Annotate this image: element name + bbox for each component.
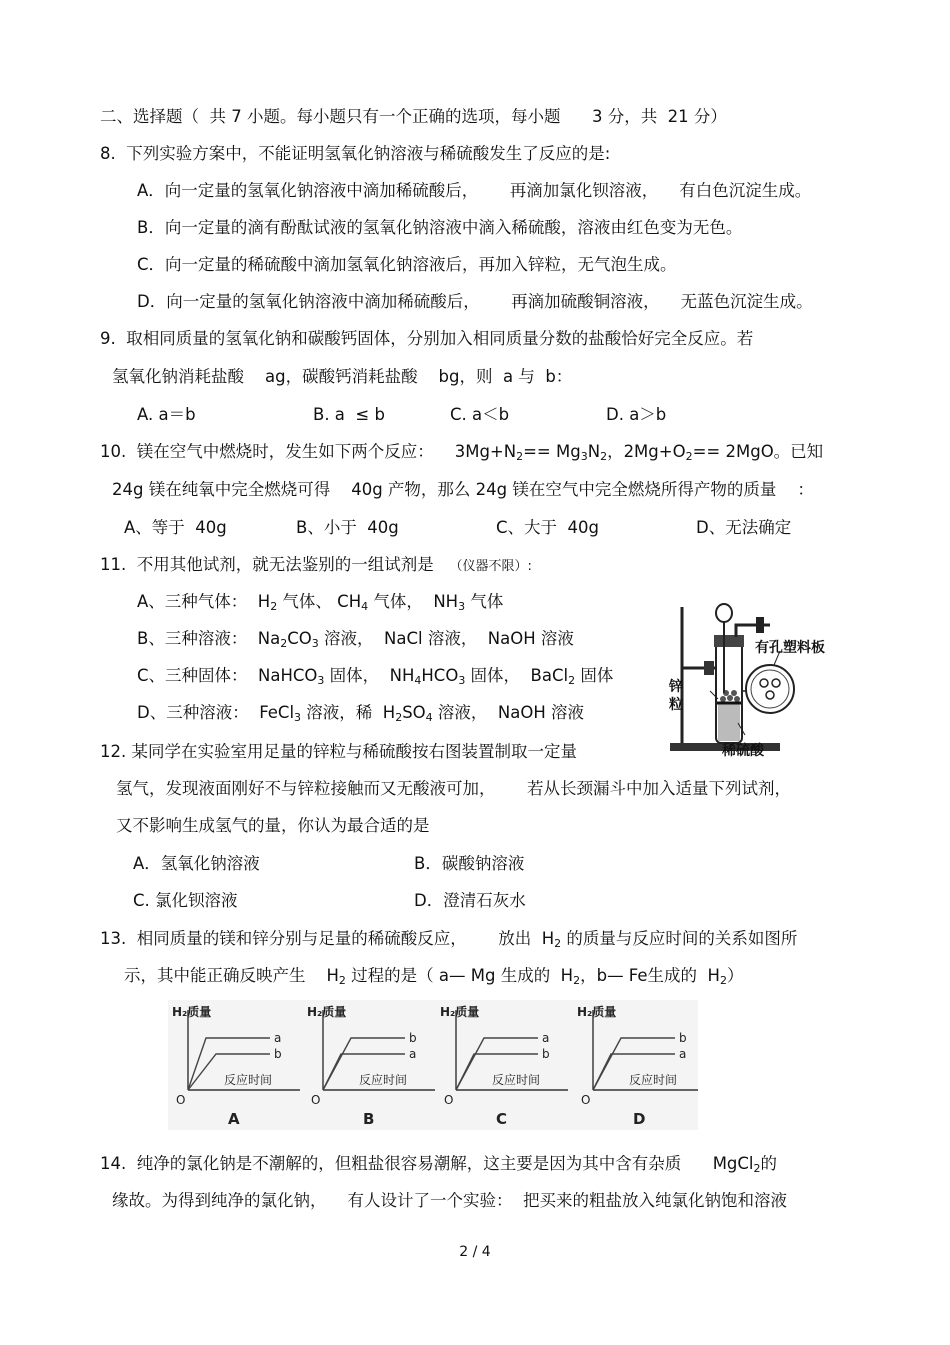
q12-option-d: D．澄清石灰水 (414, 891, 526, 910)
graph-c (440, 1004, 568, 1128)
graph-b (307, 1004, 435, 1128)
q10-stem-line1 (100, 441, 823, 468)
subscript: 2 (685, 450, 693, 463)
acid-label: 稀硫酸 (722, 743, 764, 759)
q13-text: 的质量与反应时间的关系如图所 (561, 929, 798, 948)
q11-b-text: 溶液， NaCl 溶液， NaOH 溶液 (318, 629, 574, 648)
origin-label: O (444, 1093, 454, 1107)
q11-c-text: C、三种固体： NaHCO (137, 666, 318, 685)
y-axis-label: H₂质量 (172, 1005, 212, 1019)
x-axis-label: 反应时间 (629, 1073, 678, 1087)
graph-d (577, 1004, 698, 1128)
q11-c-text: 固体 (575, 666, 614, 685)
q10-option-a: A、等于 40g (124, 518, 227, 537)
q11-option-a (137, 591, 503, 618)
perforated-plate-icon (746, 665, 794, 713)
acid-liquid (718, 703, 740, 741)
q12-stem-line1: 12. 某同学在实验室用足量的锌粒与稀硫酸按右图装置制取一定量 (100, 742, 577, 761)
x-axis-label: 反应时间 (359, 1073, 408, 1087)
subscript: 2 (753, 1162, 761, 1175)
q11-d-text: SO (402, 703, 426, 722)
x-axis-label: 反应时间 (492, 1073, 541, 1087)
subscript: 2 (395, 711, 403, 724)
subscript: 3 (458, 600, 466, 613)
series-label-lower: a (409, 1047, 417, 1061)
q11-option-b (137, 628, 574, 655)
x-axis-label: 反应时间 (224, 1073, 273, 1087)
subscript: 2 (280, 637, 288, 650)
q11-option-d (137, 702, 584, 729)
q13-graphs (168, 1000, 698, 1130)
q12-option-c: C. 氯化钡溶液 (133, 891, 238, 910)
origin-label: O (581, 1093, 591, 1107)
plate-label: 有孔塑料板 (755, 640, 825, 656)
q11-stem-text: 11. 不用其他试剂，就无法鉴别的一组试剂是 (100, 555, 434, 574)
subscript: 2 (270, 600, 278, 613)
subscript: 2 (719, 974, 727, 987)
q11-b-text: B、三种溶液： Na (137, 629, 281, 648)
q14-stem-line2: 缘故。为得到纯净的氯化钠， 有人设计了一个实验： 把买来的粗盐放入纯氯化钠饱和溶液 (112, 1191, 787, 1210)
q12-stem-line2: 氢气，发现液面刚好不与锌粒接触而又无酸液可加， 若从长颈漏斗中加入适量下列试剂， (116, 779, 791, 798)
subscript: 2 (338, 974, 346, 987)
subscript: 2 (568, 674, 576, 687)
y-axis-label: H₂质量 (307, 1005, 347, 1019)
y-axis-label: H₂质量 (440, 1005, 480, 1019)
q12-stem-line3: 又不影响生成氢气的量，你认为最合适的是 (116, 816, 430, 835)
q10-reaction1-product: == Mg (523, 442, 581, 461)
q11-c-text: HCO (421, 666, 459, 685)
subscript: 3 (317, 674, 325, 687)
origin-label: O (176, 1093, 186, 1107)
subscript: 4 (425, 711, 433, 724)
q9-option-c: C. a＜b (450, 405, 510, 424)
subscript: 2 (573, 974, 581, 987)
q10-option-c: C、大于 40g (496, 518, 599, 537)
series-label-lower: b (542, 1047, 550, 1061)
q13-stem-line2 (124, 965, 743, 992)
subscript: 4 (361, 600, 369, 613)
q8-option-a: A．向一定量的氢氧化钠溶液中滴加稀硫酸后， 再滴加氯化钡溶液， 有白色沉淀生成。 (137, 181, 812, 200)
q8-option-c: C．向一定量的稀硫酸中滴加氢氧化钠溶液后，再加入锌粒，无气泡生成。 (137, 255, 677, 274)
q11-b-text: CO (287, 629, 312, 648)
q10-stem-line2: 24g 镁在纯氧中完全燃烧可得 40g 产物，那么 24g 镁在空气中完全燃烧所得产物的质量 ： (112, 480, 814, 499)
q11-a-text: 气体， NH (368, 592, 459, 611)
subscript: 4 (414, 674, 422, 687)
zinc-label-1: 锌 (669, 679, 683, 695)
graph-letter: A (228, 1110, 240, 1128)
series-label-upper: a (542, 1031, 550, 1045)
q13-text: 过程的是（ a— Mg 生成的 H (345, 966, 574, 985)
q8-option-d: D．向一定量的氢氧化钠溶液中滴加稀硫酸后， 再滴加硫酸铜溶液， 无蓝色沉淀生成。 (137, 292, 813, 311)
subscript: 3 (580, 450, 588, 463)
q13-text: 示，其中能正确反映产生 H (124, 966, 339, 985)
q10-option-d: D、无法确定 (696, 518, 792, 537)
q11-a-text: 气体、 CH (277, 592, 362, 611)
clamp (704, 661, 714, 675)
series-label-upper: b (679, 1031, 687, 1045)
graph-letter: B (363, 1110, 375, 1128)
page-number: 2 / 4 (459, 1244, 491, 1260)
q8-option-b: B．向一定量的滴有酚酞试液的氢氧化钠溶液中滴入稀硫酸，溶液由红色变为无色。 (137, 218, 743, 237)
subscript: 3 (311, 637, 319, 650)
stopper (714, 635, 744, 647)
q14-text: 14. 纯净的氯化钠是不潮解的，但粗盐很容易潮解，这主要是因为其中含有杂质 MgCl (100, 1154, 754, 1173)
funnel-icon (716, 604, 732, 622)
q11-d-text: D、三种溶液： FeCl (137, 703, 295, 722)
q9-stem-line2: 氢氧化钠消耗盐酸 ag，碳酸钙消耗盐酸 bg，则 a 与 b： (112, 367, 573, 386)
q14-text: 的 (760, 1154, 778, 1173)
subscript: 3 (458, 674, 466, 687)
q11-a-text: 气体 (465, 592, 504, 611)
q14-stem-line1 (100, 1153, 777, 1180)
q10-reaction1-n: N (587, 442, 601, 461)
q9-option-d: D. a＞b (606, 405, 667, 424)
q11-c-text: 固体， NH (324, 666, 415, 685)
q13-graphs-svg (168, 1000, 698, 1130)
origin-label: O (311, 1093, 321, 1107)
q11-d-text: 溶液，稀 H (301, 703, 396, 722)
q11-d-text: 溶液， NaOH 溶液 (432, 703, 584, 722)
q12-option-a: A．氢氧化钠溶液 (133, 854, 260, 873)
q10-reaction2: ，2Mg+O (607, 442, 686, 461)
section-header: 二、选择题（ 共 7 小题。每小题只有一个正确的选项，每小题 3 分，共 21 分） (100, 107, 727, 126)
subscript: 2 (600, 450, 608, 463)
zinc-label-2: 粒 (669, 697, 683, 713)
q10-reaction2-product: == 2MgO。已知 (692, 442, 824, 461)
graph-letter: D (633, 1110, 646, 1128)
subscript: 2 (516, 450, 524, 463)
q13-text: ） (726, 966, 744, 985)
q11-a-text: A、三种气体： H (137, 592, 271, 611)
q11-stem (100, 554, 532, 578)
subscript: 2 (554, 937, 562, 950)
q8-stem: 8. 下列实验方案中，不能证明氢氧化钠溶液与稀硫酸发生了反应的是: (100, 144, 611, 163)
apparatus-figure (660, 603, 850, 763)
q10-option-b: B、小于 40g (296, 518, 399, 537)
q10-reaction1: 3Mg+N (454, 442, 517, 461)
series-label-lower: b (274, 1047, 282, 1061)
q11-stem-note: （仪器不限）: (449, 559, 532, 574)
q13-stem-line1 (100, 928, 797, 955)
q13-text: 13. 相同质量的镁和锌分别与足量的稀硫酸反应， 放出 H (100, 929, 555, 948)
q13-text: ，b— Fe生成的 H (580, 966, 720, 985)
q9-option-b: B. a ≤ b (313, 405, 385, 424)
q9-stem-line1: 9. 取相同质量的氢氧化钠和碳酸钙固体，分别加入相同质量分数的盐酸恰好完全反应。若 (100, 329, 754, 348)
q10-stem-text: 10. 镁在空气中燃烧时，发生如下两个反应： (100, 442, 434, 461)
series-label-lower: a (679, 1047, 687, 1061)
q11-option-c (137, 665, 613, 692)
subscript: 3 (294, 711, 302, 724)
series-label-upper: b (409, 1031, 417, 1045)
q9-option-a: A. a＝b (137, 405, 196, 424)
graph-letter: C (496, 1110, 508, 1128)
q12-option-b: B．碳酸钠溶液 (414, 854, 525, 873)
q11-c-text: 固体， BaCl (465, 666, 569, 685)
graph-a (172, 1004, 300, 1128)
y-axis-label: H₂质量 (577, 1005, 617, 1019)
series-label-upper: a (274, 1031, 282, 1045)
valve-icon (756, 617, 764, 633)
